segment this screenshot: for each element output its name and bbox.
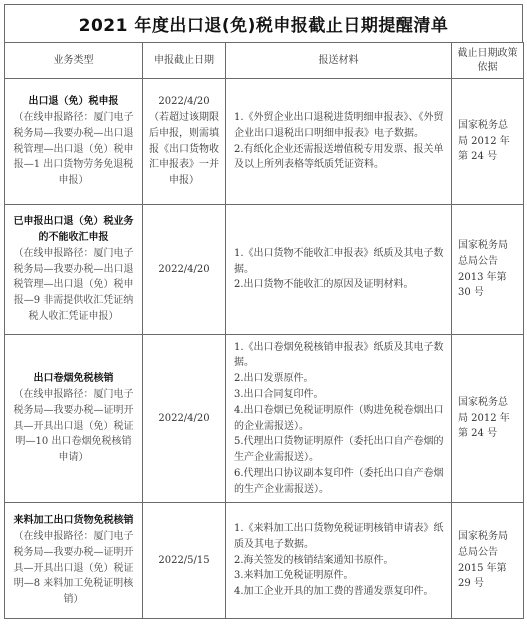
online-filing-path: （在线申报路径：厦门电子税务局—我要办税—出口退税管理—出口退（免）税申报—1 出口货物劳务免退税申报） [13, 111, 134, 187]
material-item: 1.《来料加工出口货物免税证明核销申请表》纸质及其电子数据。 [234, 523, 444, 550]
materials-cell [226, 205, 452, 335]
header-business-type: 业务类型 [5, 43, 143, 79]
material-item: 3.出口合同复印件。 [234, 388, 324, 400]
policy-basis-cell: 国家税务总局 2012 年第 24 号 [452, 335, 524, 503]
material-item: 6.代理出口协议副本复印件（委托出口自产卷烟的生产企业需报送）。 [234, 467, 444, 495]
business-type-name: 出口退（免）税申报 [28, 96, 119, 108]
material-item: 1.《外贸企业出口退税进货明细申报表》、《外贸企业出口退税出口明细申报表》电子数据。 [234, 111, 444, 139]
materials-cell [226, 79, 452, 205]
material-item: 2.出口货物不能收汇的原因及证明材料。 [234, 279, 414, 291]
table-row [5, 205, 524, 335]
deadline-cell: 2022/4/20（若超过该期限后申报，则需填报《出口货物收汇申报表》一并申报） [143, 79, 226, 205]
table-row [5, 503, 524, 619]
deadline-cell: 2022/4/20 [143, 335, 226, 503]
page-title: 2021 年度出口退(免)税申报截止日期提醒清单 [4, 4, 523, 42]
policy-basis-cell: 国家税务局总局公告 2015 年第 29 号 [452, 503, 524, 619]
header-deadline: 申报截止日期 [143, 43, 226, 79]
business-type-cell [5, 335, 143, 503]
header-policy-basis: 截止日期政策依据 [452, 43, 524, 79]
material-item: 4.出口卷烟已免税证明原件（购进免税卷烟出口的企业需报送）。 [234, 404, 444, 432]
material-item: 3.来料加工免税证明原件。 [234, 570, 354, 582]
materials-cell [226, 503, 452, 619]
table-header-row [5, 43, 524, 79]
table-row [5, 335, 524, 503]
material-item: 1.《出口货物不能收汇申报表》纸质及其电子数据。 [234, 247, 444, 275]
material-item: 2.有纸化企业还需报送增值税专用发票、报关单及以上所列表格等纸质凭证资料。 [234, 143, 444, 171]
deadline-cell: 2022/4/20 [143, 205, 226, 335]
material-item: 2.出口发票原件。 [234, 373, 314, 385]
deadline-table [4, 42, 524, 619]
online-filing-path: （在线申报路径：厦门电子税务局—我要办税—证明开具—开具出口退（免）税证明—8 来料加工免税证明核销） [13, 530, 134, 606]
business-type-cell [5, 205, 143, 335]
business-type-name: 已申报出口退（免）税业务的不能收汇申报 [13, 216, 134, 243]
material-item: 2.海关签发的核销结案通知书原件。 [234, 554, 394, 566]
material-item: 4.加工企业开具的加工费的普通发票复印件。 [234, 586, 434, 598]
business-type-cell [5, 79, 143, 205]
online-filing-path: （在线申报路径：厦门电子税务局—我要办税—出口退税管理—出口退（免）税申报—9 非需提供收汇凭证纳税人收汇凭证申报） [13, 247, 134, 322]
header-materials: 报送材料 [226, 43, 452, 79]
material-item: 5.代理出口货物证明原件（委托出口自产卷烟的生产企业需报送）。 [234, 436, 444, 464]
online-filing-path: （在线申报路径：厦门电子税务局—我要办税—证明开具—开具出口退（免）税证明—10 出口卷烟免税核销申请） [13, 388, 134, 464]
business-type-name: 来料加工出口货物免税核销 [13, 515, 134, 527]
business-type-cell [5, 503, 143, 619]
material-item: 1.《出口卷烟免税核销申报表》纸质及其电子数据。 [234, 341, 444, 369]
policy-basis-cell: 国家税务局总局公告 2013 年第 30 号 [452, 205, 524, 335]
table-row [5, 79, 524, 205]
business-type-name: 出口卷烟免税核销 [33, 373, 114, 385]
policy-basis-cell: 国家税务总局 2012 年第 24 号 [452, 79, 524, 205]
deadline-cell: 2022/5/15 [143, 503, 226, 619]
reminder-document [4, 4, 523, 618]
materials-cell [226, 335, 452, 503]
